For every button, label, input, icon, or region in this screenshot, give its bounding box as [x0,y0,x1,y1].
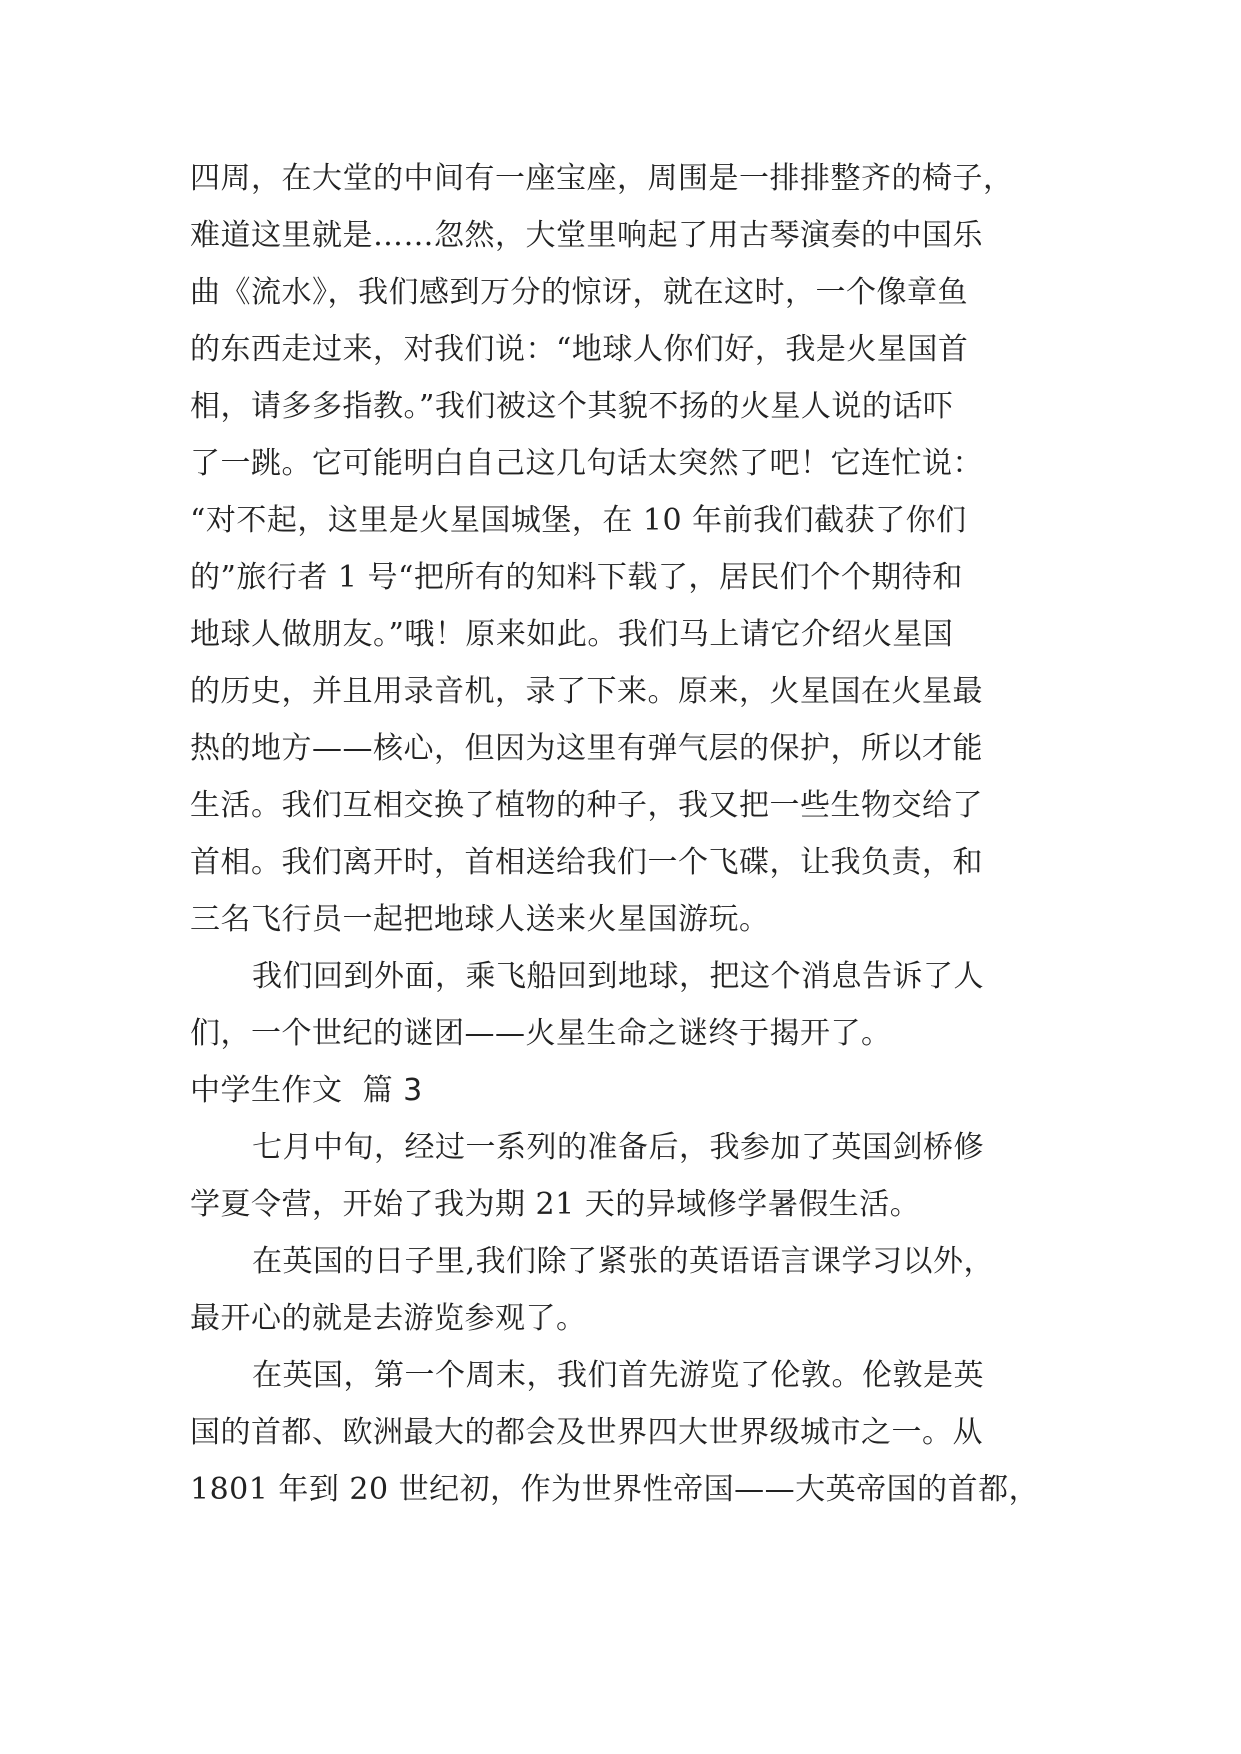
text-line: 相，请多多指教。”我们被这个其貌不扬的火星人说的话吓 [190,389,954,424]
text-line: 国的首都、欧洲最大的都会及世界四大世界级城市之一。从 [190,1415,983,1450]
text-line: 我们回到外面，乘飞船回到地球，把这个消息告诉了人 [252,959,984,994]
text-line: 们，一个世纪的谜团——火星生命之谜终于揭开了。 [190,1016,892,1051]
text-line: 难道这里就是……忽然，大堂里响起了用古琴演奏的中国乐 [190,218,983,253]
text-line: 最开心的就是去游览参观了。 [190,1301,587,1336]
document-body [190,150,1060,1518]
text-line: 在英国的日子里,我们除了紧张的英语语言课学习以外， [252,1244,995,1279]
paragraph-4 [190,1233,1060,1347]
text-line: 的”旅行者 1 号“把所有的知料下载了，居民们个个期待和 [190,560,963,595]
text-line: 七月中旬，经过一系列的准备后，我参加了英国剑桥修 [252,1130,984,1165]
text-line: 三名飞行员一起把地球人送来火星国游玩。 [190,902,770,937]
text-line: 曲《流水》，我们感到万分的惊讶，就在这时，一个像章鱼 [190,275,968,310]
text-line: 了一跳。它可能明白自己这几句话太突然了吧！它连忙说： [190,446,983,481]
paragraph-5 [190,1347,1060,1518]
text-line: 学夏令营，开始了我为期 21 天的异域修学暑假生活。 [190,1187,921,1222]
text-line: 1801 年到 20 世纪初，作为世界性帝国——大英帝国的首都， [190,1472,1040,1507]
text-line: “对不起，这里是火星国城堡，在 10 年前我们截获了你们 [190,503,967,538]
heading-text: 中学生作文 篇 3 [190,1073,423,1108]
text-line: 生活。我们互相交换了植物的种子，我又把一些生物交给了 [190,788,983,823]
text-line: 热的地方——核心，但因为这里有弹气层的保护，所以才能 [190,731,983,766]
paragraph-2 [190,948,1060,1062]
text-line: 的东西走过来，对我们说：“地球人你们好，我是火星国首 [190,332,969,367]
text-line: 首相。我们离开时，首相送给我们一个飞碟，让我负责，和 [190,845,983,880]
text-line: 的历史，并且用录音机，录了下来。原来，火星国在火星最 [190,674,983,709]
section-heading [190,1062,1060,1119]
paragraph-1 [190,150,1060,948]
text-line: 在英国，第一个周末，我们首先游览了伦敦。伦敦是英 [252,1358,984,1393]
text-line: 四周，在大堂的中间有一座宝座，周围是一排排整齐的椅子， [190,161,1014,196]
text-line: 地球人做朋友。”哦！原来如此。我们马上请它介绍火星国 [190,617,954,652]
paragraph-3 [190,1119,1060,1233]
